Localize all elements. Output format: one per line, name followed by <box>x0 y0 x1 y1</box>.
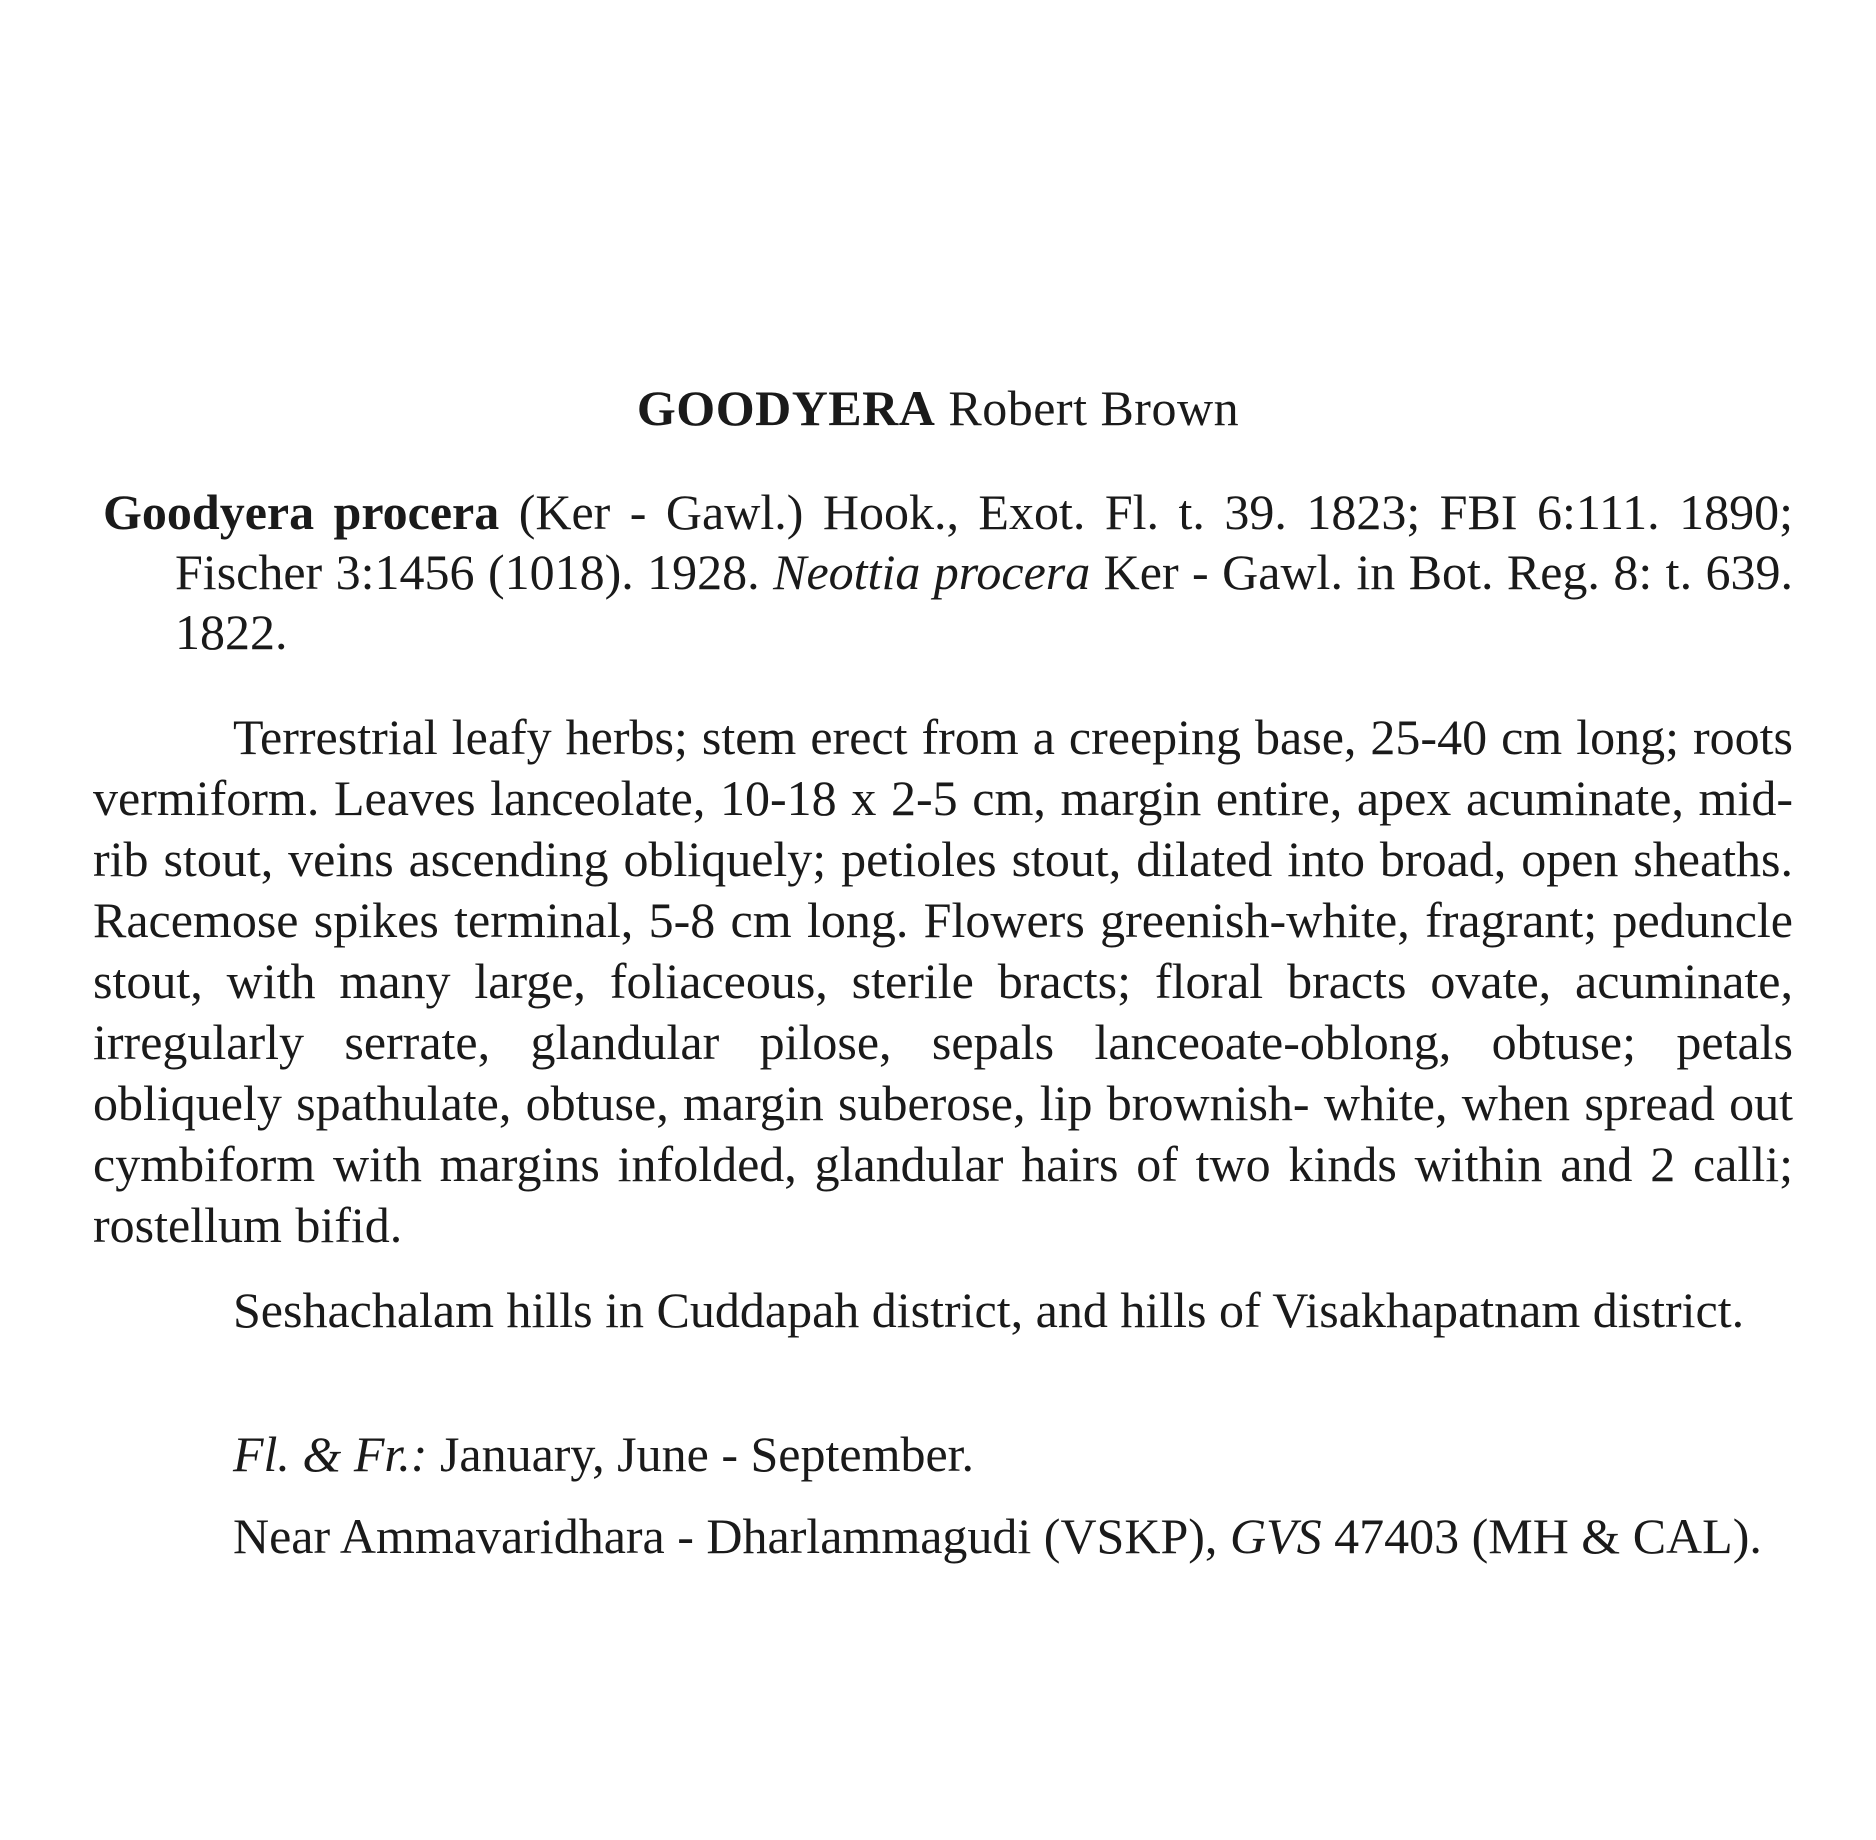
genus-author: Robert Brown <box>948 380 1240 436</box>
citation-text-1: (Ker - Gawl.) Hook., Exot. Fl. t. 39. 1823; FBI 6:111. 1890; Fischer 3:1456 (1018). 1928. <box>175 484 1794 600</box>
specimen-citation <box>93 1506 1793 1567</box>
distribution-paragraph: Seshachalam hills in Cuddapah district, and hills of Visakhapatnam district. <box>233 1282 1745 1338</box>
specimen-details: 47403 (MH & CAL). <box>1334 1508 1762 1564</box>
phenology-line <box>233 1424 1793 1485</box>
species-name: Goodyera procera <box>103 484 500 540</box>
species-description: Terrestrial leafy herbs; stem erect from a creeping base, 25-40 cm long; roots vermiform. Leaves lanceolate, 10-18 x 2-5 cm, margin entire, apex acuminate, mid-rib stout, veins ascending obliquely; petioles stout, dilated into broad, open sheaths. Racemose spikes terminal, 5-8 cm long. Flowers greenish-white, fragrant; peduncle stout, with many large, foliaceous, sterile bracts; floral bracts ovate, acuminate, irregularly serrate, glandular pilose, sepals lanceoate-oblong, obtuse; petals obliquely spathulate, obtuse, margin suberose, lip brownish- white, when spread out cymbiform with margins infolded, glandular hairs of two kinds within and 2 calli; rostellum bifid. <box>93 709 1793 1253</box>
citation-text-2: Ker - Gawl. in Bot. Reg. 8: t. 639. 1822. <box>175 544 1793 660</box>
specimen-collector: GVS <box>1229 1508 1322 1564</box>
genus-heading <box>0 378 1876 438</box>
species-citation <box>103 482 1793 662</box>
specimen-locality: Near Ammavaridhara - Dharlammagudi (VSKP), <box>233 1508 1218 1564</box>
synonym-name: Neottia procera <box>773 544 1091 600</box>
phenology-value: January, June - September. <box>439 1426 975 1482</box>
genus-name: GOODYERA <box>636 380 936 436</box>
phenology-label: Fl. & Fr.: <box>233 1426 428 1482</box>
